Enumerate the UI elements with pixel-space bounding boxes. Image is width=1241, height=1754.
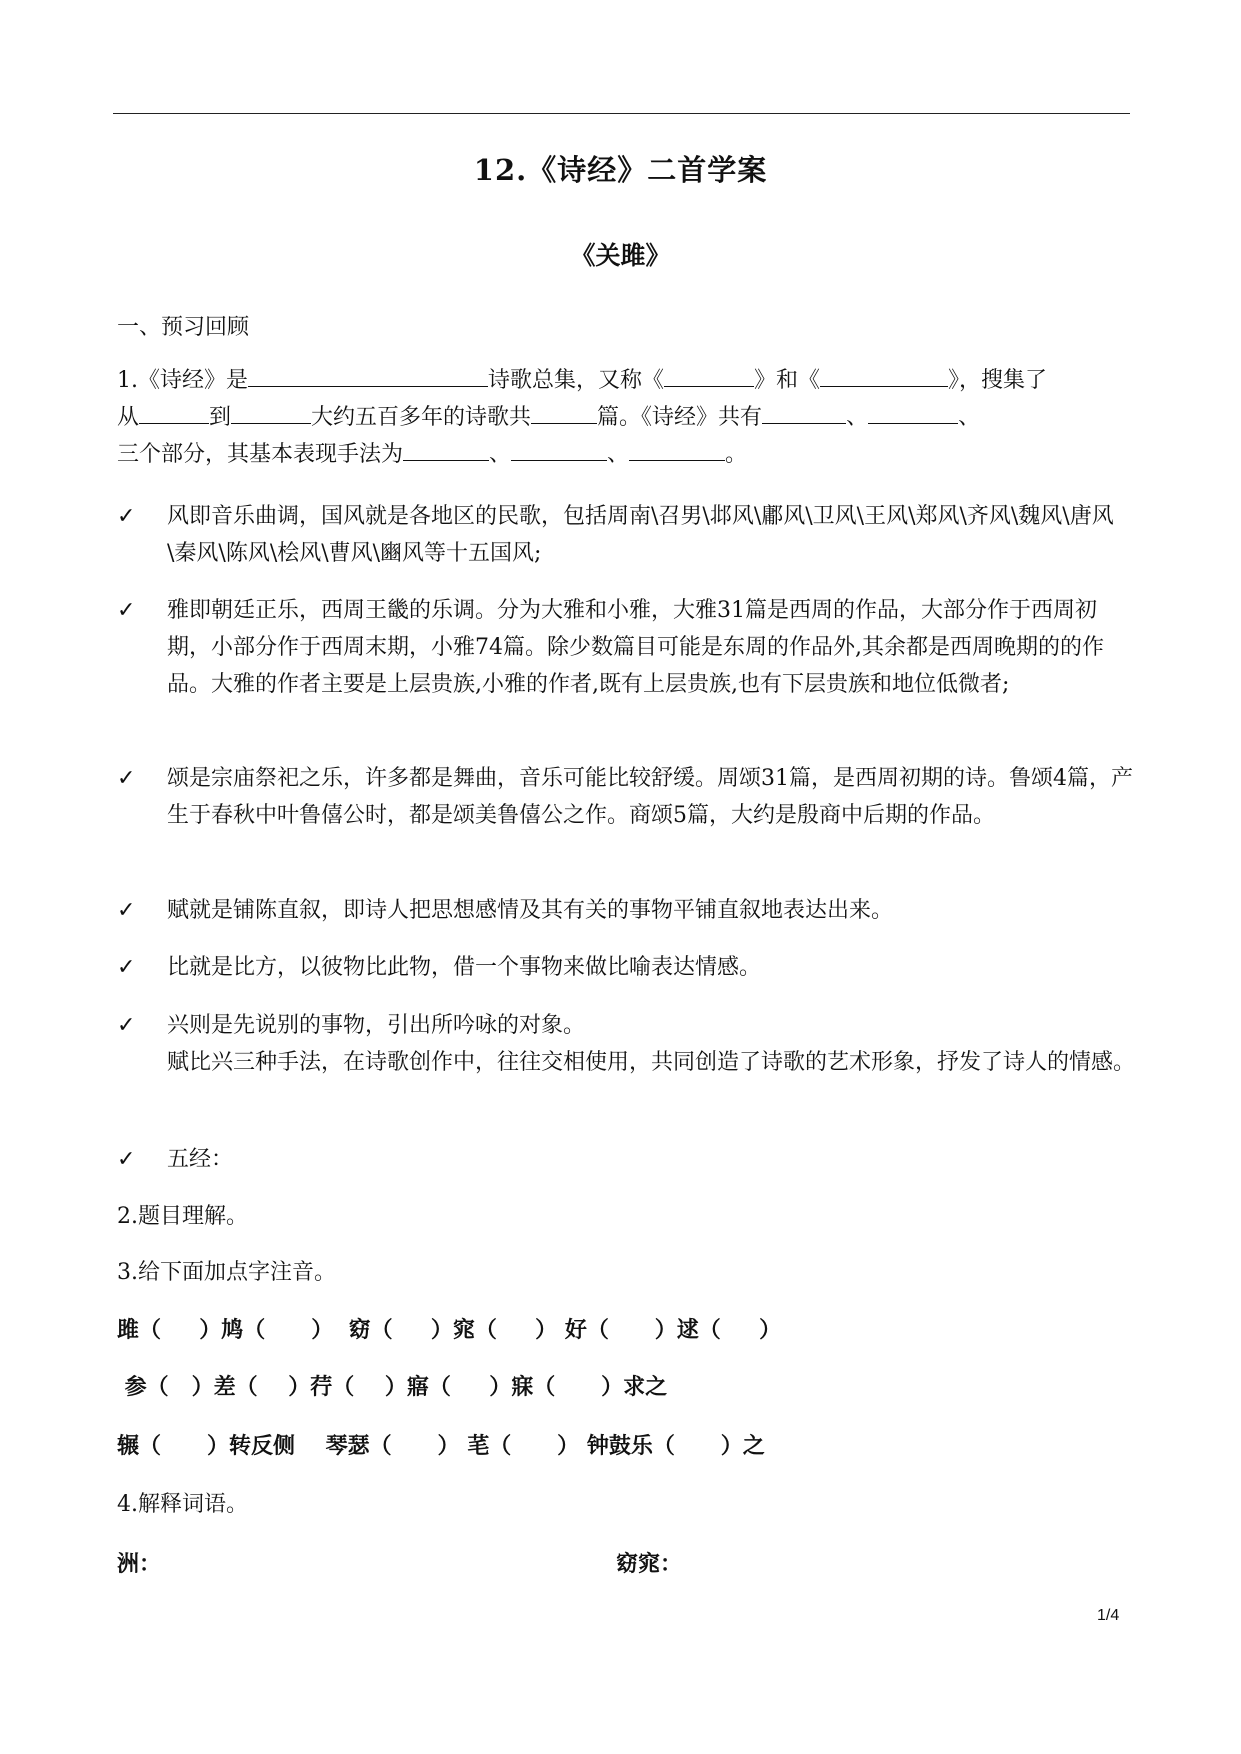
question-2: 2.题目理解。 (117, 1204, 248, 1229)
list-item-continuation: 赋比兴三种手法，在诗歌创作中，往往交相使用，共同创造了诗歌的艺术形象，抒发了诗人的情感。 (167, 1050, 1136, 1075)
list-item: ✓ 赋就是铺陈直叙，即诗人把思想感情及其有关的事物平铺直叙地表达出来。 (117, 892, 1137, 929)
question-4: 4.解释词语。 (117, 1492, 248, 1517)
blank[interactable] (139, 401, 209, 424)
list-item: ✓ 五经： (117, 1141, 1137, 1178)
question-1-line-1: 1.《诗经》是 诗歌总集，又称《 》和《 》，搜集了 (117, 362, 1127, 399)
poem-title: 《关雎》 (570, 241, 671, 270)
page-number: 1/4 (1097, 1607, 1120, 1624)
question-3: 3.给下面加点字注音。 (117, 1260, 336, 1285)
blank[interactable] (531, 401, 597, 424)
section-heading: 一、预习回顾 (117, 315, 250, 340)
page-title: 12.《诗经》二首学案 (473, 153, 768, 187)
check-icon: ✓ (117, 955, 136, 980)
question-1 (117, 362, 1127, 473)
blank[interactable] (664, 364, 754, 387)
blank[interactable] (762, 401, 846, 424)
pinyin-row: 辗（ ）转反侧 琴瑟（ ） 芼（ ） 钟鼓乐（ ）之 (117, 1434, 765, 1459)
check-icon: ✓ (117, 504, 136, 529)
blank[interactable] (629, 438, 725, 461)
check-icon: ✓ (117, 898, 136, 923)
list-item: ✓ 风即音乐曲调，国风就是各地区的民歌，包括周南\召男\邶风\鄘风\卫风\王风\郑风\齐风\魏风\唐风\秦风\陈风\桧风\曹风\豳风等十五国风; (117, 498, 1137, 572)
blank[interactable] (868, 401, 958, 424)
list-item: ✓ 兴则是先说别的事物，引出所吟咏的对象。 赋比兴三种手法，在诗歌创作中，往往交相使用，共同创造了诗歌的艺术形象，抒发了诗人的情感。 (117, 1007, 1137, 1081)
question-1-line-3: 三个部分，其基本表现手法为 、 、 。 (117, 436, 1127, 473)
check-icon: ✓ (117, 598, 136, 623)
header-rule (113, 113, 1130, 114)
question-1-line-2: 从 到 大约五百多年的诗歌共 篇。《诗经》共有 、 、 (117, 399, 1127, 436)
check-icon: ✓ (117, 766, 136, 791)
list-item: ✓ 雅即朝廷正乐，西周王畿的乐调。分为大雅和小雅，大雅31篇是西周的作品，大部分作于西周初期，小部分作于西周末期，小雅74篇。除少数篇目可能是东周的作品外,其余都是西周晚期的的作品。大雅的作者主要是上层贵族,小雅的作者,既有上层贵族,也有下层贵族和地位低微者; (117, 592, 1137, 703)
blank[interactable] (231, 401, 311, 424)
pinyin-row: 雎（ ）鸠（ ） 窈（ ）窕（ ） 好（ ）逑（ ） (117, 1318, 782, 1343)
blank[interactable] (248, 364, 488, 387)
check-icon: ✓ (117, 1147, 136, 1172)
pinyin-row: 参（ ）差（ ）荇（ ）寤（ ）寐（ ）求之 (117, 1375, 668, 1400)
list-item: ✓ 颂是宗庙祭祀之乐，许多都是舞曲，音乐可能比较舒缓。周颂31篇，是西周初期的诗。鲁颂4篇，产生于春秋中叶鲁僖公时，都是颂美鲁僖公之作。商颂5篇，大约是殷商中后期的作品。 (117, 760, 1137, 834)
term-label: 窈窕： (616, 1552, 683, 1577)
blank[interactable] (820, 364, 948, 387)
term-label: 洲： (117, 1552, 162, 1577)
check-icon: ✓ (117, 1013, 136, 1038)
blank[interactable] (511, 438, 607, 461)
blank[interactable] (403, 438, 489, 461)
list-item: ✓ 比就是比方，以彼物比此物，借一个事物来做比喻表达情感。 (117, 949, 1137, 986)
